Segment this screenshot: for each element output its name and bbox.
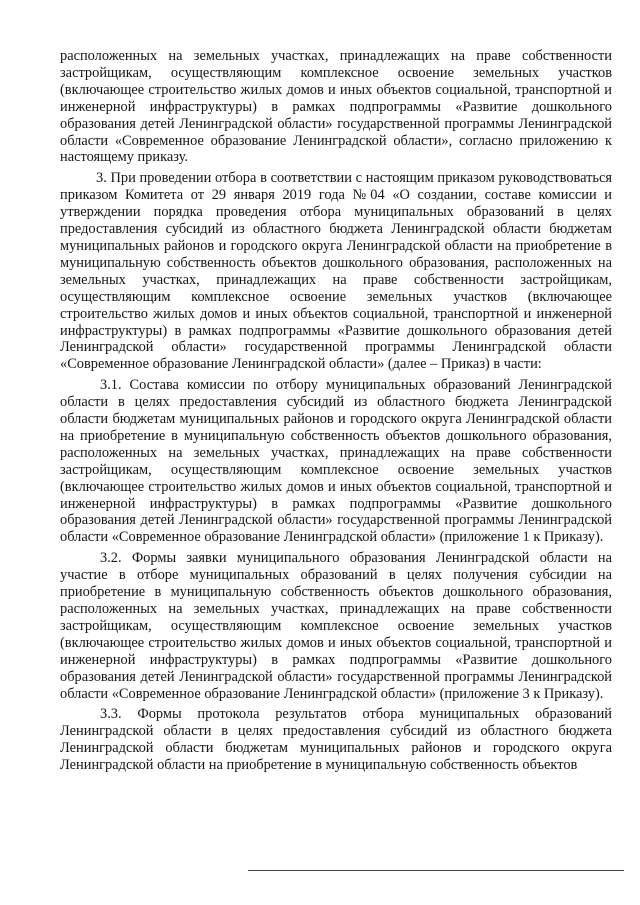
footer-divider [248,870,624,871]
paragraph-item-3-3: 3.3. Формы протокола результатов отбора муниципальных образований Ленинградской области в целях предоставления субсидий из областного бюджета Ленинградской области бюджетам муниципальных районов и городского округа Ленинградской области на приобретение в муниципальную собственность объектов [60,706,612,774]
document-page [60,48,612,778]
paragraph-item-3-1: 3.1. Состава комиссии по отбору муниципальных образований Ленинградской области в целях предоставления субсидий из областного бюджета Ленинградской области бюджетам муниципальных районов и городского округа Ленинградской области на приобретение в муниципальную собственность объектов дошкольного образования, расположенных на земельных участках, принадлежащих на праве собственности застройщикам, осуществляющим комплексное освоение земельных участков (включающее строительство жилых домов и иных объектов социальной, транспортной и инженерной инфраструктуры) в рамках подпрограммы «Развитие дошкольного образования детей Ленинградской области» государственной программы Ленинградской области «Современное образование Ленинградской области» (приложение 1 к Приказу). [60,377,612,546]
paragraph-continuation: расположенных на земельных участках, принадлежащих на праве собственности застройщикам, осуществляющим комплексное освоение земельных участков (включающее строительство жилых домов и иных объектов социальной, транспортной и инженерной инфраструктуры) в рамках подпрограммы «Развитие дошкольного образования детей Ленинградской области» государственной программы Ленинградской области «Современное образование Ленинградской области», согласно приложению к настоящему приказу. [60,48,612,166]
paragraph-item-3-2: 3.2. Формы заявки муниципального образования Ленинградской области на участие в отборе муниципальных образований в целях получения субсидии на приобретение в муниципальную собственность объектов дошкольного образования, расположенных на земельных участках, принадлежащих на праве собственности застройщикам, осуществляющим комплексное освоение земельных участков (включающее строительство жилых домов и иных объектов социальной, транспортной и инженерной инфраструктуры) в рамках подпрограммы «Развитие дошкольного образования детей Ленинградской области» государственной программы Ленинградской области «Современное образование Ленинградской области» (приложение 3 к Приказу). [60,550,612,702]
paragraph-item-3: 3. При проведении отбора в соответствии с настоящим приказом руководствоваться приказом Комитета от 29 января 2019 года №04 «О создании, составе комиссии и утверждении порядка проведения отбора муниципальных образований в целях предоставления субсидий из областного бюджета Ленинградской области бюджетам муниципальных районов и городского округа Ленинградской области на приобретение в муниципальную собственность объектов дошкольного образования, расположенных на земельных участках, принадлежащих на праве собственности застройщикам, осуществляющим комплексное освоение земельных участков (включающее строительство жилых домов и иных объектов социальной, транспортной и инженерной инфраструктуры) в рамках подпрограммы «Развитие дошкольного образования детей Ленинградской области» государственной программы Ленинградской области «Современное образование Ленинградской области» (далее – Приказ) в части: [60,170,612,373]
